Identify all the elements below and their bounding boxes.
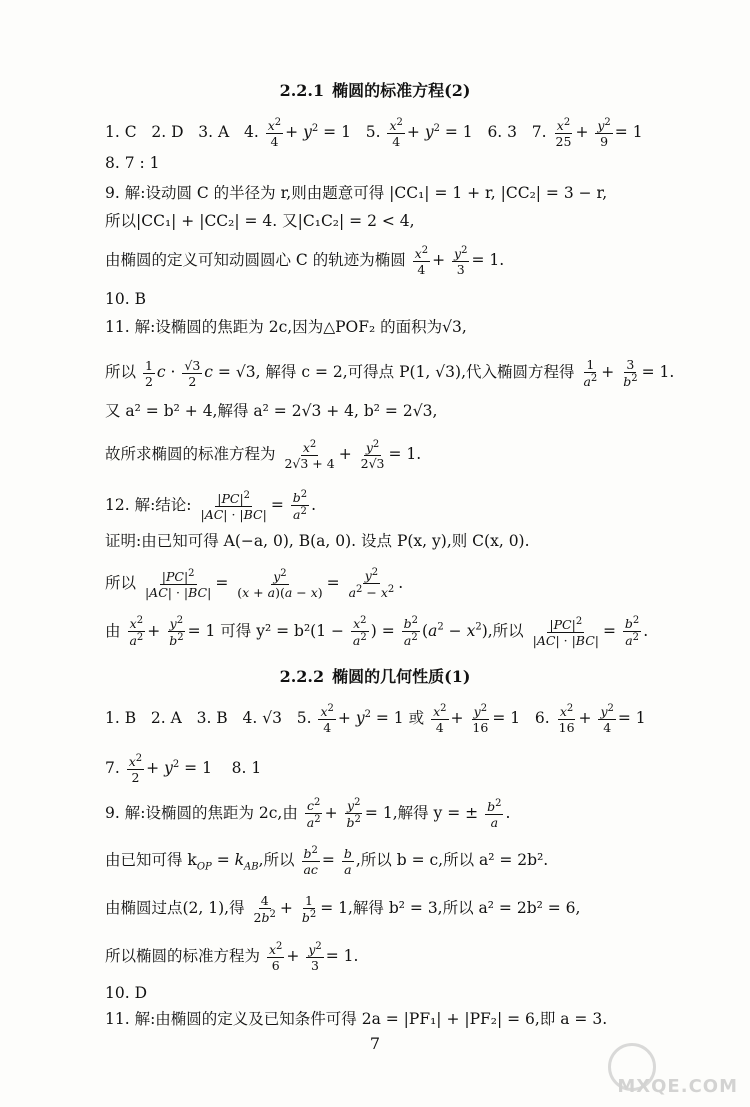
q9b-line2: 由已知可得 $k_{OP} = k_{AB}$,所以 $\frac{b^2}{ac}$ = $\frac{b}{a}$ ,所以 b = c,所以 a² = 2b². xyxy=(105,845,549,878)
watermark-logo xyxy=(602,1041,742,1101)
q11-line4: 故所求椭圆的标准方程为 $\frac{x^2}{2√3 + 4}$ + $\frac{y^2}{2√3}$ = 1. xyxy=(105,439,422,472)
q12-line2: 证明:由已知可得 A(−a, 0), B(a, 0). 设点 P(x, y),则 C(x, 0). xyxy=(105,532,530,550)
answers2-7-8: 7. $\frac{x^2}{2}$ + $y^2 = 1$ 8. 1 xyxy=(105,753,262,786)
q9-line3: 由椭圆的定义可知动圆圆心 C 的轨迹为椭圆 $\frac{x^2}{4}$ + $\frac{y^2}{3}$ = 1. xyxy=(105,245,505,278)
answer-8: 8. 7 : 1 xyxy=(105,154,160,172)
q9b-line4: 所以椭圆的标准方程为 $\frac{x^2}{6}$ + $\frac{y^2}{3}$ = 1. xyxy=(105,941,359,974)
q12-line4: 由 $\frac{x^2}{a^2}$ + $\frac{y^2}{b^2}$ = 1 可得 y² = b²(1 − $\frac{x^2}{a^2}$ ) = $\frac{b^2}{a^2}$ $(a^2 - x^2)$,所以 $\frac{|PC|^2}{|AC| \cdot |BC|}$ = $\frac{b^2}{a^2}$ . xyxy=(105,615,649,649)
watermark-text: MXQE.COM xyxy=(617,1076,738,1097)
q11b-line1: 11. 解:由椭圆的定义及已知条件可得 2a = |PF₁| + |PF₂| = 6,即 a = 3. xyxy=(105,1010,608,1028)
page-number: 7 xyxy=(369,1034,381,1053)
q9b-line3: 由椭圆过点(2, 1),得 $\frac{4}{2b^2}$ + $\frac{1}{b^2}$ = 1,解得 b² = 3,所以 a² = 2b² = 6, xyxy=(105,893,581,926)
q12-line1: 12. 解:结论: $\frac{|PC|^2}{|AC| \cdot |BC|}$ = $\frac{b^2}{a^2}$ . xyxy=(105,489,317,523)
q11-line1: 11. 解:设椭圆的焦距为 2c,因为△POF₂ 的面积为√3, xyxy=(105,318,467,336)
answer-10b: 10. D xyxy=(105,984,148,1002)
q11-line2: 所以 $\frac{1}{2}$ c · $\frac{√3}{2}$ c = √3, 解得 c = 2,可得点 P(1, √3),代入椭圆方程得 $\frac{1}{a^2}$ + $\frac{3}{b^2}$ = 1. xyxy=(105,357,675,390)
section-heading-2-2-1: 2.2.1 椭圆的标准方程(2) xyxy=(279,81,471,100)
q9b-line1: 9. 解:设椭圆的焦距为 2c,由 $\frac{c^2}{a^2}$ + $\frac{y^2}{b^2}$ = 1,解得 y = ± $\frac{b^2}{a}$ . xyxy=(105,797,511,831)
q12-line3: 所以 $\frac{|PC|^2}{|AC| \cdot |BC|}$ = $\frac{y^2}{(x + a)(a - x)}$ = $\frac{y^2}{a^2 - x^2}$ . xyxy=(105,567,404,601)
section-heading-2-2-2: 2.2.2 椭圆的几何性质(1) xyxy=(279,667,471,686)
answers-1-7: 1. C 2. D 3. A 4. $\frac{x^2}{4}$ + $y^2 = 1$ 5. $\frac{x^2}{4}$ + $y^2 = 1$ 6. 3 7. $\frac{x^2}{25}$ + $\frac{y^2}{9}$ = 1 xyxy=(105,117,643,150)
q9-line2: 所以|CC₁| + |CC₂| = 4. 又|C₁C₂| = 2 < 4, xyxy=(105,212,415,230)
q9-line1: 9. 解:设动圆 C 的半径为 r,则由题意可得 |CC₁| = 1 + r, |CC₂| = 3 − r, xyxy=(105,184,608,202)
answers2-1-6: 1. B 2. A 3. B 4. √3 5. $\frac{x^2}{4}$ + $y^2 = 1$ 或 $\frac{x^2}{4}$ + $\frac{y^2}{16}$ = 1 6. $\frac{x^2}{16}$ + $\frac{y^2}{4}$ = 1 xyxy=(105,703,646,736)
answer-10: 10. B xyxy=(105,290,146,308)
q11-line3: 又 a² = b² + 4,解得 a² = 2√3 + 4, b² = 2√3, xyxy=(105,402,438,420)
